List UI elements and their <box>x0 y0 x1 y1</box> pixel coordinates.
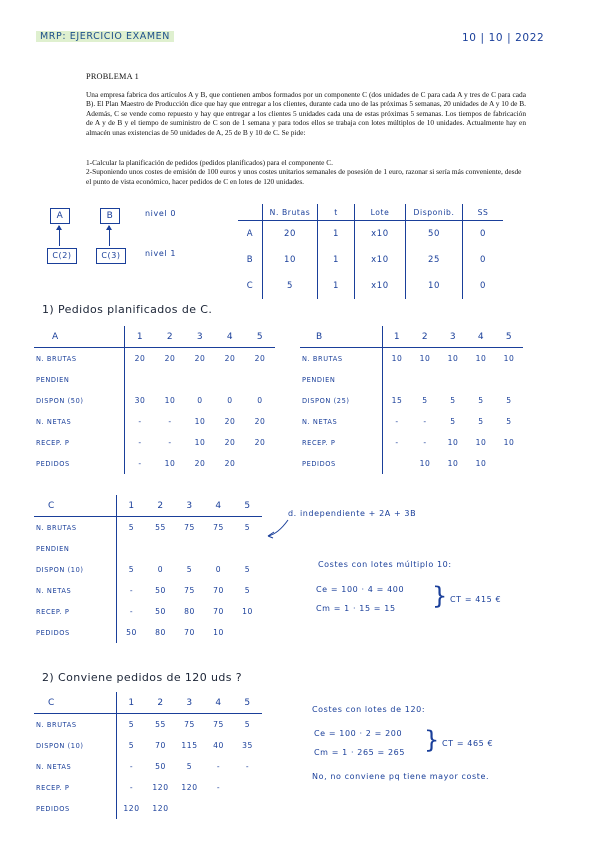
table-row <box>300 411 523 432</box>
cell: - <box>245 762 250 771</box>
cell: 75 <box>213 720 224 729</box>
row-label: N. NETAS <box>300 411 383 432</box>
cell: 5 <box>128 565 135 574</box>
cell <box>411 369 439 390</box>
problem-questions <box>86 158 526 186</box>
cell: - <box>138 417 142 426</box>
cell <box>125 369 156 390</box>
cell: 0 <box>197 396 203 405</box>
cell: 50 <box>155 762 166 771</box>
master-col-brutas: N. Brutas <box>263 204 318 221</box>
table-c-item: C <box>34 495 117 517</box>
week-2: 2 <box>146 692 175 714</box>
cell: 75 <box>213 523 224 532</box>
master-col-t: t <box>318 204 355 221</box>
cell: 120 <box>152 783 169 792</box>
question-2: 2-Suponiendo unos costes de emisión de 100 euros y unos costes unitarios semanales de posesión de 1 euro, razonar si sería más conveniente, desde el punto de vista económico, hacer pedidos de C en lotes de 120 unidades. <box>86 167 522 186</box>
costs-120-ce: Ce = 100 · 2 = 200 <box>314 729 403 738</box>
cell: 120 <box>152 804 169 813</box>
table-row <box>300 348 523 370</box>
master-cell: 10 <box>263 247 318 273</box>
cell: 120 <box>181 783 198 792</box>
cell: 10 <box>447 354 459 363</box>
cell: - <box>168 417 172 426</box>
cell: - <box>129 586 134 595</box>
cell: 5 <box>244 720 251 729</box>
question-1: 1-Calcular la planificación de pedidos (pedidos planificados) para el componente C. <box>86 158 333 167</box>
annotation-arrow <box>266 518 290 540</box>
table-b <box>300 326 523 474</box>
master-col-lote: Lote <box>355 204 406 221</box>
master-cell: x10 <box>355 221 406 248</box>
costs-multiples-cm: Cm = 1 · 15 = 15 <box>316 604 396 613</box>
master-cell: 0 <box>463 221 504 248</box>
box-c2: C(2) <box>47 248 77 264</box>
week-4: 4 <box>204 495 233 517</box>
master-col-ss: SS <box>463 204 504 221</box>
table-row <box>34 453 275 474</box>
table-row <box>34 622 262 643</box>
master-cell: 50 <box>406 221 463 248</box>
row-label: DISPON (10) <box>34 735 117 756</box>
table-c <box>34 495 262 643</box>
cell: 20 <box>224 459 236 468</box>
cell: 20 <box>254 438 266 447</box>
header-date: 10 | 10 | 2022 <box>462 32 545 44</box>
cell <box>204 538 233 559</box>
table-row <box>34 777 262 798</box>
cell: 5 <box>244 586 251 595</box>
row-label: RECEP. P <box>34 432 125 453</box>
cell: 75 <box>184 586 195 595</box>
week-3: 3 <box>175 692 204 714</box>
section2-title: 2) Conviene pedidos de 120 uds ? <box>42 671 243 684</box>
cell: 5 <box>422 396 428 405</box>
week-3: 3 <box>175 495 204 517</box>
cell: 10 <box>503 438 515 447</box>
level1-label: nivel 1 <box>145 249 177 258</box>
cell <box>146 538 175 559</box>
cell: 0 <box>215 565 222 574</box>
cell: 10 <box>164 459 176 468</box>
cell: 5 <box>450 396 456 405</box>
cell: 75 <box>184 523 195 532</box>
week-3: 3 <box>439 326 467 348</box>
cell <box>467 369 495 390</box>
week-1: 1 <box>117 692 147 714</box>
table-row <box>300 432 523 453</box>
row-label: PEDIDOS <box>34 453 125 474</box>
week-4: 4 <box>204 692 233 714</box>
table-a-item: A <box>34 326 125 348</box>
row-label: N. BRUTAS <box>34 714 117 736</box>
week-3: 3 <box>185 326 215 348</box>
table-row <box>34 538 262 559</box>
master-row-a <box>238 221 503 248</box>
brace-icon: } <box>432 582 448 610</box>
week-2: 2 <box>146 495 175 517</box>
week-5: 5 <box>233 692 262 714</box>
arrow-c-to-a <box>59 226 60 246</box>
cell: - <box>216 762 221 771</box>
row-label: N. BRUTAS <box>34 517 117 539</box>
cell: 20 <box>164 354 176 363</box>
week-1: 1 <box>125 326 156 348</box>
row-label: N. BRUTAS <box>34 348 125 370</box>
costs-multiples-total: CT = 415 € <box>450 595 502 604</box>
cell: 80 <box>184 607 195 616</box>
cell: 70 <box>155 741 166 750</box>
cell: 70 <box>213 607 224 616</box>
cell: 35 <box>242 741 253 750</box>
box-a: A <box>50 208 70 224</box>
master-cell: 1 <box>318 221 355 248</box>
table-b-header <box>300 326 523 348</box>
cell: 5 <box>450 417 456 426</box>
table-b-item: B <box>300 326 383 348</box>
cell: 10 <box>419 459 431 468</box>
week-5: 5 <box>495 326 523 348</box>
cell: 10 <box>447 438 459 447</box>
cell: 115 <box>181 741 198 750</box>
cell: 50 <box>155 586 166 595</box>
header-label: MRP: EJERCICIO EXAMEN <box>36 31 174 42</box>
cell: - <box>138 459 142 468</box>
cell: - <box>129 607 134 616</box>
cell <box>245 369 275 390</box>
cell: 0 <box>157 565 164 574</box>
cell: 75 <box>184 720 195 729</box>
master-cell: 1 <box>318 247 355 273</box>
master-col-disponib: Disponib. <box>406 204 463 221</box>
table-row <box>300 369 523 390</box>
cell: 30 <box>134 396 146 405</box>
table-row <box>34 601 262 622</box>
table-row <box>34 369 275 390</box>
cell: 20 <box>194 459 206 468</box>
cell: 10 <box>194 417 206 426</box>
cell: 10 <box>475 354 487 363</box>
cell: - <box>129 783 134 792</box>
cell <box>233 538 262 559</box>
box-b: B <box>100 208 120 224</box>
cell: 5 <box>128 523 135 532</box>
cell <box>175 538 204 559</box>
row-label: RECEP. P <box>300 432 383 453</box>
cell: 5 <box>128 741 135 750</box>
cell: - <box>216 783 221 792</box>
cell: 5 <box>506 417 512 426</box>
cell: 55 <box>155 523 166 532</box>
master-cell: 10 <box>406 273 463 299</box>
row-label: PENDIEN <box>34 369 125 390</box>
table-row <box>34 798 262 819</box>
cell: 5 <box>186 762 193 771</box>
week-4: 4 <box>467 326 495 348</box>
cell <box>233 777 262 798</box>
cell: 55 <box>155 720 166 729</box>
cell: 0 <box>227 396 233 405</box>
cell: 70 <box>213 586 224 595</box>
cell: 5 <box>506 396 512 405</box>
table-row <box>300 453 523 474</box>
table-row <box>34 559 262 580</box>
row-label: N. NETAS <box>34 756 117 777</box>
table-a-header <box>34 326 275 348</box>
cell <box>383 369 412 390</box>
table-row <box>34 714 262 736</box>
cell: - <box>395 417 399 426</box>
cell: 10 <box>503 354 515 363</box>
annotation-demand: d. independiente + 2A + 3B <box>288 509 417 518</box>
cell <box>155 369 185 390</box>
week-5: 5 <box>233 495 262 517</box>
table-c-120-header <box>34 692 262 714</box>
cell: 10 <box>475 459 487 468</box>
master-cell: 1 <box>318 273 355 299</box>
cell: 5 <box>244 523 251 532</box>
master-item: C <box>246 281 254 291</box>
table-row <box>34 735 262 756</box>
row-label: RECEP. P <box>34 777 117 798</box>
arrow-c-to-b <box>109 226 110 246</box>
row-label: N. NETAS <box>34 580 117 601</box>
cell: 10 <box>164 396 176 405</box>
brace-icon: } <box>424 726 440 754</box>
table-row <box>34 517 262 539</box>
cell: - <box>129 762 134 771</box>
row-label: DISPON (10) <box>34 559 117 580</box>
cell: 20 <box>224 417 236 426</box>
master-cell: x10 <box>355 247 406 273</box>
table-row <box>300 390 523 411</box>
costs-multiples-title: Costes con lotes múltiplo 10: <box>318 560 452 569</box>
costs-multiples-ce: Ce = 100 · 4 = 400 <box>316 585 405 594</box>
row-label: RECEP. P <box>34 601 117 622</box>
cell: 15 <box>391 396 403 405</box>
costs-120-title: Costes con lotes de 120: <box>312 705 426 714</box>
statement-paragraph: Una empresa fabrica dos artículos A y B, que contienen ambos formados por un componente C (dos unidades de C para cada A y tres de C para cada B). El Plan Maestro de Producción dice que hay que entregar a los clientes, durante cada uno de las próximas 5 semanas, 20 unidades de A y 10 de B. Además, C se vende como repuesto y hay que entregar a los clientes 5 unidades cada una de estas próximas 5 semanas. Los tiempos de fabricación de A y de B y el tiempo de suministro de C son de 1 semana y para todos ellos se trabaja con lotes múltiplos de 10 unidades. Actualmente hay en almacén unas existencias de 50 unidades de A, 25 de B y 10 de C. Se pide: <box>86 90 526 137</box>
cell: 20 <box>194 354 206 363</box>
table-c-120-item: C <box>34 692 117 714</box>
cell: 20 <box>134 354 146 363</box>
cell <box>383 453 412 474</box>
box-c3: C(3) <box>96 248 126 264</box>
cell: 10 <box>419 354 431 363</box>
master-row-c <box>238 273 503 299</box>
problem-title: PROBLEMA 1 <box>86 72 139 81</box>
cell: 80 <box>155 628 166 637</box>
cell: - <box>168 438 172 447</box>
costs-120-conclusion: No, no conviene pq tiene mayor coste. <box>312 772 490 781</box>
week-2: 2 <box>411 326 439 348</box>
cell: 40 <box>213 741 224 750</box>
cell <box>175 798 204 819</box>
table-c-header <box>34 495 262 517</box>
week-5: 5 <box>245 326 275 348</box>
master-row-b <box>238 247 503 273</box>
cell <box>117 538 147 559</box>
cell: - <box>395 438 399 447</box>
row-label: PEDIDOS <box>34 798 117 819</box>
table-row <box>34 390 275 411</box>
cell: 10 <box>447 459 459 468</box>
cell: 10 <box>213 628 224 637</box>
costs-120-cm: Cm = 1 · 265 = 265 <box>314 748 406 757</box>
master-item: B <box>246 255 254 265</box>
cell: 5 <box>128 720 135 729</box>
cell: 10 <box>391 354 403 363</box>
row-label: N. NETAS <box>34 411 125 432</box>
master-cell: 25 <box>406 247 463 273</box>
level0-label: nivel 0 <box>145 209 177 218</box>
master-data-table <box>238 204 503 299</box>
master-cell: 0 <box>463 247 504 273</box>
cell: - <box>423 417 427 426</box>
cell <box>245 453 275 474</box>
cell <box>495 453 523 474</box>
cell: 50 <box>155 607 166 616</box>
cell: 120 <box>123 804 140 813</box>
row-label: PEDIDOS <box>34 622 117 643</box>
cell <box>204 798 233 819</box>
cell: 10 <box>242 607 253 616</box>
cell <box>233 798 262 819</box>
cell: 5 <box>186 565 193 574</box>
week-2: 2 <box>155 326 185 348</box>
cell: 20 <box>254 417 266 426</box>
row-label: PENDIEN <box>34 538 117 559</box>
cell <box>439 369 467 390</box>
cell: - <box>423 438 427 447</box>
cell: 20 <box>224 354 236 363</box>
master-cell: 5 <box>263 273 318 299</box>
master-item: A <box>246 229 254 239</box>
week-1: 1 <box>383 326 412 348</box>
cell: 20 <box>224 438 236 447</box>
cell <box>215 369 245 390</box>
master-cell: 20 <box>263 221 318 248</box>
cell: 5 <box>244 565 251 574</box>
cell: 10 <box>475 438 487 447</box>
section1-title: 1) Pedidos planificados de C. <box>42 303 213 316</box>
row-label: DISPON (50) <box>34 390 125 411</box>
problem-statement <box>86 90 526 137</box>
row-label: DISPON (25) <box>300 390 383 411</box>
cell: 50 <box>126 628 137 637</box>
row-label: PEDIDOS <box>300 453 383 474</box>
row-label: N. BRUTAS <box>300 348 383 370</box>
costs-120-total: CT = 465 € <box>442 739 494 748</box>
cell <box>185 369 215 390</box>
cell <box>233 622 262 643</box>
master-cell: x10 <box>355 273 406 299</box>
master-cell: 0 <box>463 273 504 299</box>
cell: 20 <box>254 354 266 363</box>
cell: 5 <box>478 417 484 426</box>
cell: 5 <box>478 396 484 405</box>
cell: - <box>138 438 142 447</box>
table-row <box>34 432 275 453</box>
table-row <box>34 756 262 777</box>
table-row <box>34 348 275 370</box>
table-row <box>34 411 275 432</box>
week-4: 4 <box>215 326 245 348</box>
table-row <box>34 580 262 601</box>
row-label: PENDIEN <box>300 369 383 390</box>
week-1: 1 <box>117 495 147 517</box>
cell: 0 <box>257 396 263 405</box>
table-a <box>34 326 275 474</box>
master-header-row <box>238 204 503 221</box>
table-c-120 <box>34 692 262 819</box>
cell: 10 <box>194 438 206 447</box>
cell: 70 <box>184 628 195 637</box>
cell <box>495 369 523 390</box>
